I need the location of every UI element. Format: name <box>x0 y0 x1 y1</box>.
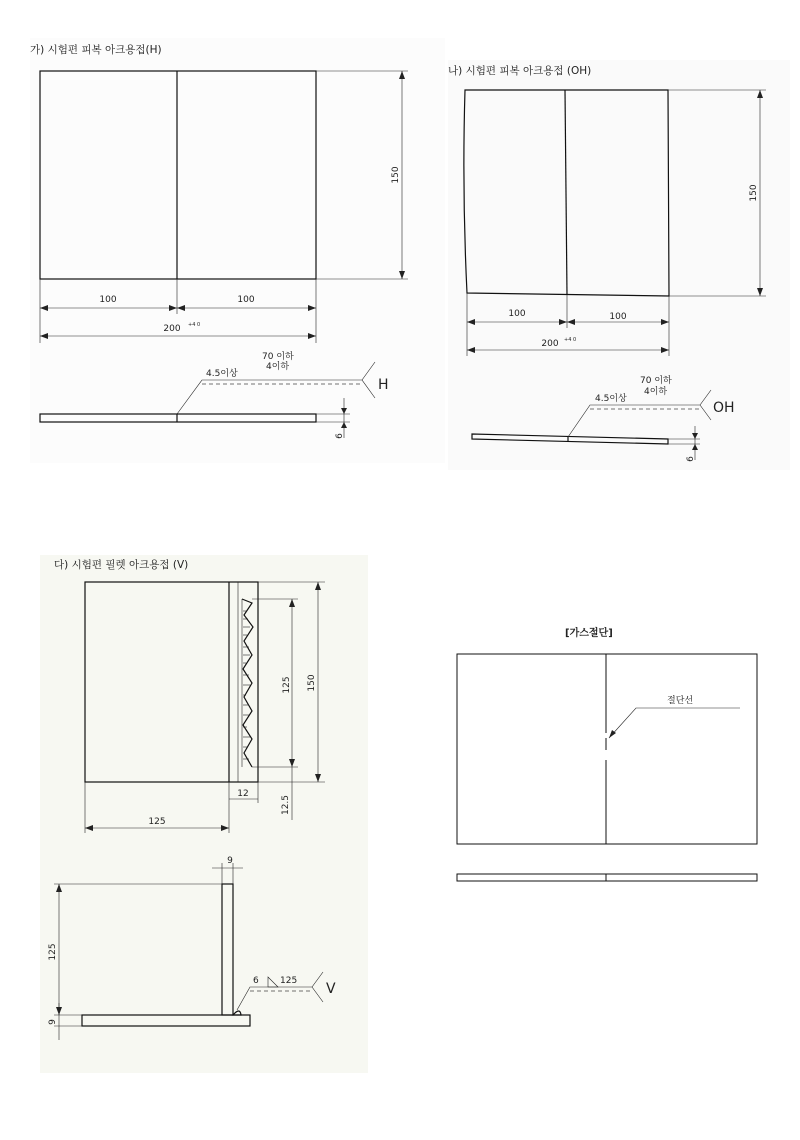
dim-weld-length-label: 125 <box>282 676 292 694</box>
drawing-butt-weld-oh <box>448 60 790 470</box>
drawing-butt-weld-h <box>30 38 445 463</box>
weld-length-limit: 70 이하 <box>640 376 672 386</box>
panel-a-title: 가) 시험편 피복 아크용접(H) <box>30 44 162 56</box>
panel-butt-weld-oh <box>448 60 790 470</box>
dim-web-height-label: 125 <box>48 943 58 961</box>
drawing-gas-cutting <box>450 620 765 890</box>
dim-height-label: 150 <box>307 674 317 692</box>
dim-height-label: 150 <box>391 166 401 184</box>
plate-side-view <box>472 434 668 444</box>
dim-left-label: 100 <box>508 309 526 319</box>
dim-total-label: 200 <box>163 324 181 334</box>
weld-position-symbol: H <box>378 377 389 393</box>
dim-height-label: 150 <box>749 184 759 202</box>
panel-c-title: 다) 시험편 필렛 아크용접 (V) <box>54 559 189 571</box>
panel-fillet-weld-v <box>40 555 368 1073</box>
dim-offset-x-label: 12 <box>237 789 249 799</box>
dim-total-label: 200 <box>541 339 559 349</box>
dim-total-tolerance: +4 0 <box>564 337 577 343</box>
fillet-length-label: 125 <box>280 976 298 986</box>
weld-bead-width: 4.5이상 <box>595 394 627 404</box>
panel-b-title: 나) 시험편 피복 아크용접 (OH) <box>448 65 592 77</box>
drawing-fillet-weld-v <box>40 555 368 1073</box>
fillet-weld-bead <box>242 599 253 767</box>
thickness-label: 6 <box>335 433 345 439</box>
fillet-size-label: 6 <box>253 976 259 986</box>
weld-symbol-leader <box>568 405 700 437</box>
plate-outline <box>40 71 316 279</box>
panel-d-title: [가스절단] <box>565 628 613 639</box>
plate-side-view <box>457 874 757 881</box>
fillet-weld-profile <box>233 1011 241 1015</box>
weld-line <box>565 90 567 295</box>
dim-web-thickness-label: 9 <box>227 856 233 866</box>
weld-width-limit: 4이하 <box>266 362 290 372</box>
weld-width-limit: 4이하 <box>644 387 668 397</box>
dim-base-thickness-label: 9 <box>48 1019 58 1025</box>
thickness-label: 6 <box>686 456 696 462</box>
weld-position-symbol: OH <box>713 400 735 416</box>
plate-outline <box>457 654 757 844</box>
web-plate-side-view <box>222 884 233 1015</box>
dim-width-label: 125 <box>148 817 166 827</box>
weld-symbol-leader <box>237 987 312 1010</box>
dim-left-label: 100 <box>99 295 117 305</box>
dim-right-label: 100 <box>609 312 627 322</box>
weld-bead-width: 4.5이상 <box>206 369 238 379</box>
base-plate-side-view <box>82 1015 250 1026</box>
weld-length-limit: 70 이하 <box>262 352 294 362</box>
panel-gas-cutting <box>450 620 765 890</box>
fillet-symbol-icon <box>268 977 278 987</box>
plate-side-view <box>40 414 316 422</box>
panel-butt-weld-h <box>30 38 445 463</box>
cut-line-label: 절단선 <box>667 696 694 706</box>
base-plate-front-view <box>85 582 258 782</box>
weld-position-symbol: V <box>326 981 336 997</box>
dim-total-tolerance: +4 0 <box>188 322 201 328</box>
dim-right-label: 100 <box>237 295 255 305</box>
cut-line-leader <box>609 708 740 738</box>
dim-offset-y-label: 12.5 <box>281 794 291 816</box>
weld-symbol-leader <box>177 380 362 414</box>
